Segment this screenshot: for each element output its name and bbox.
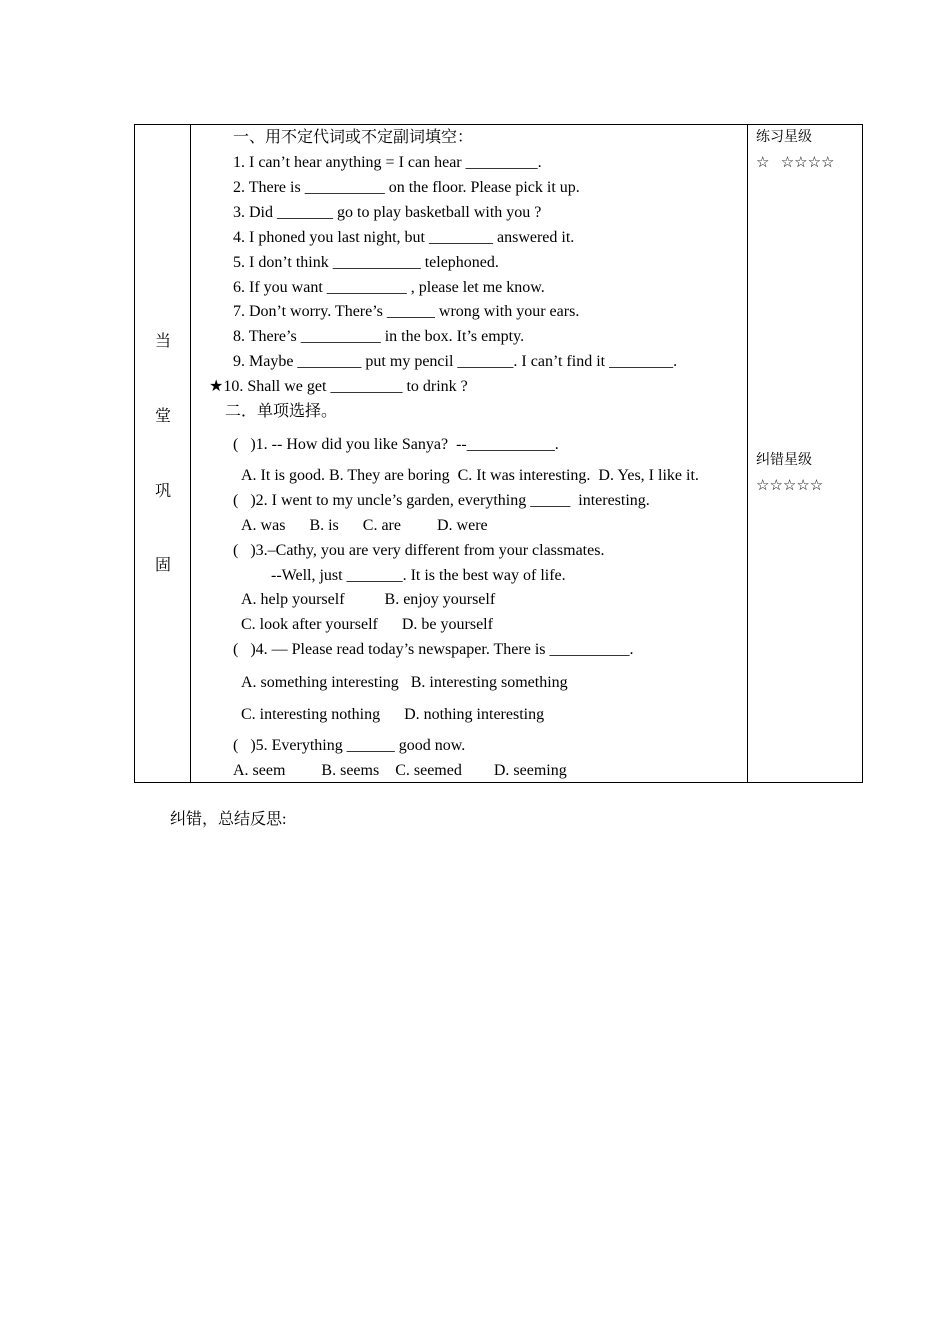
rating-column — [747, 125, 862, 782]
fill-blank-item: 6. If you want __________ , please let me know. — [233, 279, 545, 296]
fill-blank-item: 2. There is __________ on the floor. Please pick it up. — [233, 179, 580, 196]
side-label-char: 当 — [154, 333, 171, 350]
fill-blank-item: 5. I don’t think ___________ telephoned. — [233, 254, 499, 271]
fill-blank-item: 9. Maybe ________ put my pencil _______. I can’t find it ________. — [233, 353, 678, 370]
fill-blank-item: 1. I can’t hear anything = I can hear _________. — [233, 154, 542, 171]
correction-rating-label: 纠错星级 — [756, 453, 812, 468]
side-label-column — [135, 125, 191, 782]
mc-options: A. seem B. seems C. seemed D. seeming — [233, 762, 567, 779]
section2-heading: 二．单项选择。 — [225, 403, 338, 420]
mc-options: A. was B. is C. are D. were — [241, 517, 488, 534]
side-label-char: 巩 — [154, 483, 171, 500]
mc-options: A. something interesting B. interesting something — [241, 674, 568, 691]
fill-blank-item: 7. Don’t worry. There’s ______ wrong with your ears. — [233, 303, 580, 320]
reflection-label: 纠错，总结反思: — [170, 811, 287, 828]
side-label-char: 固 — [154, 557, 171, 574]
mc-question: ( )1. -- How did you like Sanya? --___________. — [233, 436, 559, 453]
fill-blank-item-starred: ★10. Shall we get _________ to drink ? — [209, 378, 468, 395]
exercise-table — [134, 124, 863, 783]
mc-options: C. interesting nothing D. nothing interesting — [241, 706, 545, 723]
section1-heading: 一、用不定代词或不定副词填空： — [233, 129, 474, 146]
fill-blank-item: 4. I phoned you last night, but ________ answered it. — [233, 229, 575, 246]
mc-question-continued: --Well, just _______. It is the best way of life. — [271, 567, 566, 584]
practice-rating-stars: ☆ ☆☆☆☆ — [756, 155, 835, 171]
mc-options: A. It is good. B. They are boring C. It was interesting. D. Yes, I like it. — [241, 467, 699, 484]
side-label-char: 堂 — [154, 408, 171, 425]
mc-options: C. look after yourself D. be yourself — [241, 616, 493, 633]
correction-rating-stars: ☆☆☆☆☆ — [756, 478, 824, 494]
mc-question: ( )5. Everything ______ good now. — [233, 737, 466, 754]
practice-rating-label: 练习星级 — [756, 130, 812, 145]
mc-question: ( )4. — Please read today’s newspaper. There is __________. — [233, 641, 634, 658]
fill-blank-item: 8. There’s __________ in the box. It’s empty. — [233, 328, 525, 345]
fill-blank-item: 3. Did _______ go to play basketball with you ? — [233, 204, 542, 221]
mc-question: ( )2. I went to my uncle’s garden, everything _____ interesting. — [233, 492, 650, 509]
mc-question: ( )3.–Cathy, you are very different from your classmates. — [233, 542, 605, 559]
mc-options: A. help yourself B. enjoy yourself — [241, 591, 496, 608]
